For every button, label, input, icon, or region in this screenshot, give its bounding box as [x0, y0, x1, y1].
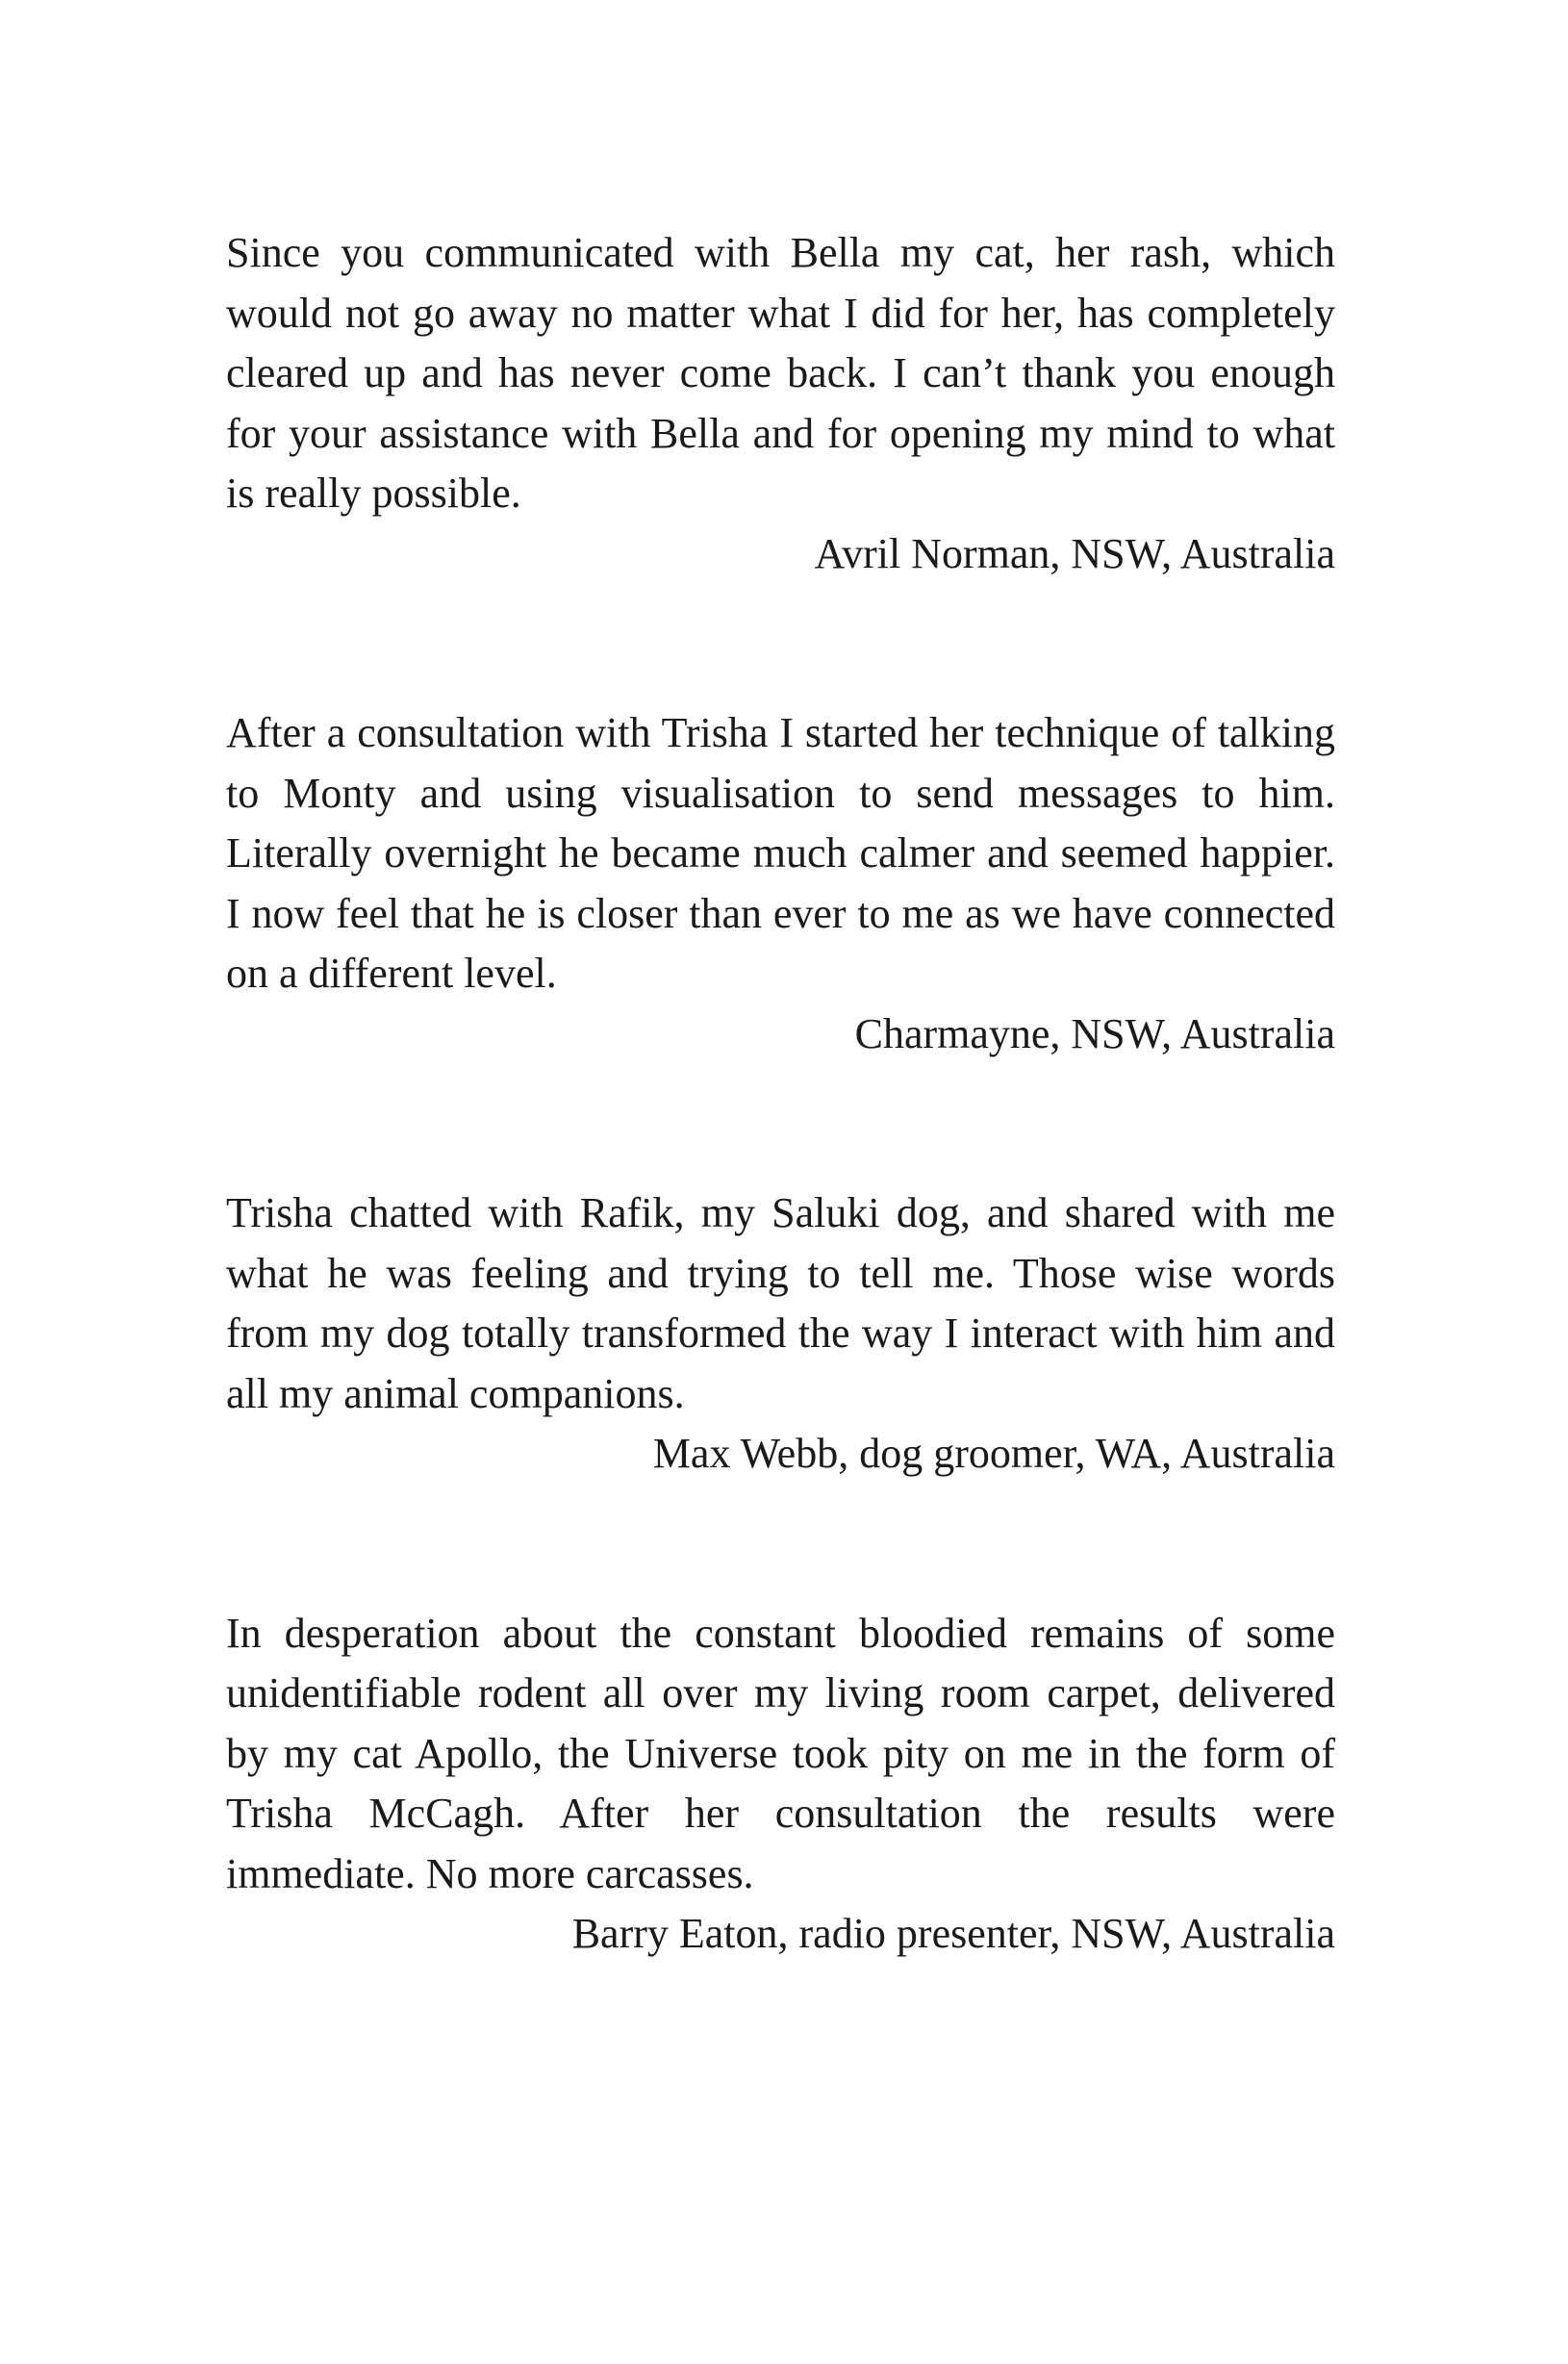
testimonial-barry-eaton	[226, 1604, 1335, 1965]
testimonial-charmayne	[226, 703, 1335, 1064]
testimonial-attribution: Avril Norman, NSW, Australia	[814, 529, 1335, 577]
testimonial-quote: After a consultation with Trisha I started her technique of talking to Monty and using visualisation to send messages to him. Literally overnight he became much calmer and seemed happier. I now feel that he is closer than ever to me as we have connected on a different level.	[226, 709, 1335, 997]
testimonial-quote: Trisha chatted with Rafik, my Saluki dog, and shared with me what he was feeling and trying to tell me. Those wise words from my dog totally transformed the way I interact with him and all my animal companions.	[226, 1189, 1335, 1417]
testimonial-attribution: Charmayne, NSW, Australia	[854, 1009, 1335, 1057]
testimonial-avril-norman	[226, 223, 1335, 584]
testimonial-quote: In desperation about the constant bloodied remains of some unidentifiable rodent all over my living room carpet, delivered by my cat Apollo, the Universe took pity on me in the form of Trisha McCagh. After her consultation the results were immediate. No more carcasses.	[226, 1609, 1335, 1897]
testimonial-attribution: Barry Eaton, radio presenter, NSW, Australia	[571, 1910, 1335, 1957]
testimonial-attribution: Max Webb, dog groomer, WA, Australia	[652, 1430, 1335, 1477]
testimonial-quote: Since you communicated with Bella my cat, her rash, which would not go away no matter what I did for her, has completely cleared up and has never come back. I can’t thank you enough for your assistance with Bella and for opening my mind to what is really possible.	[226, 229, 1335, 517]
testimonial-max-webb	[226, 1183, 1335, 1485]
testimonials-page	[226, 223, 1335, 1965]
